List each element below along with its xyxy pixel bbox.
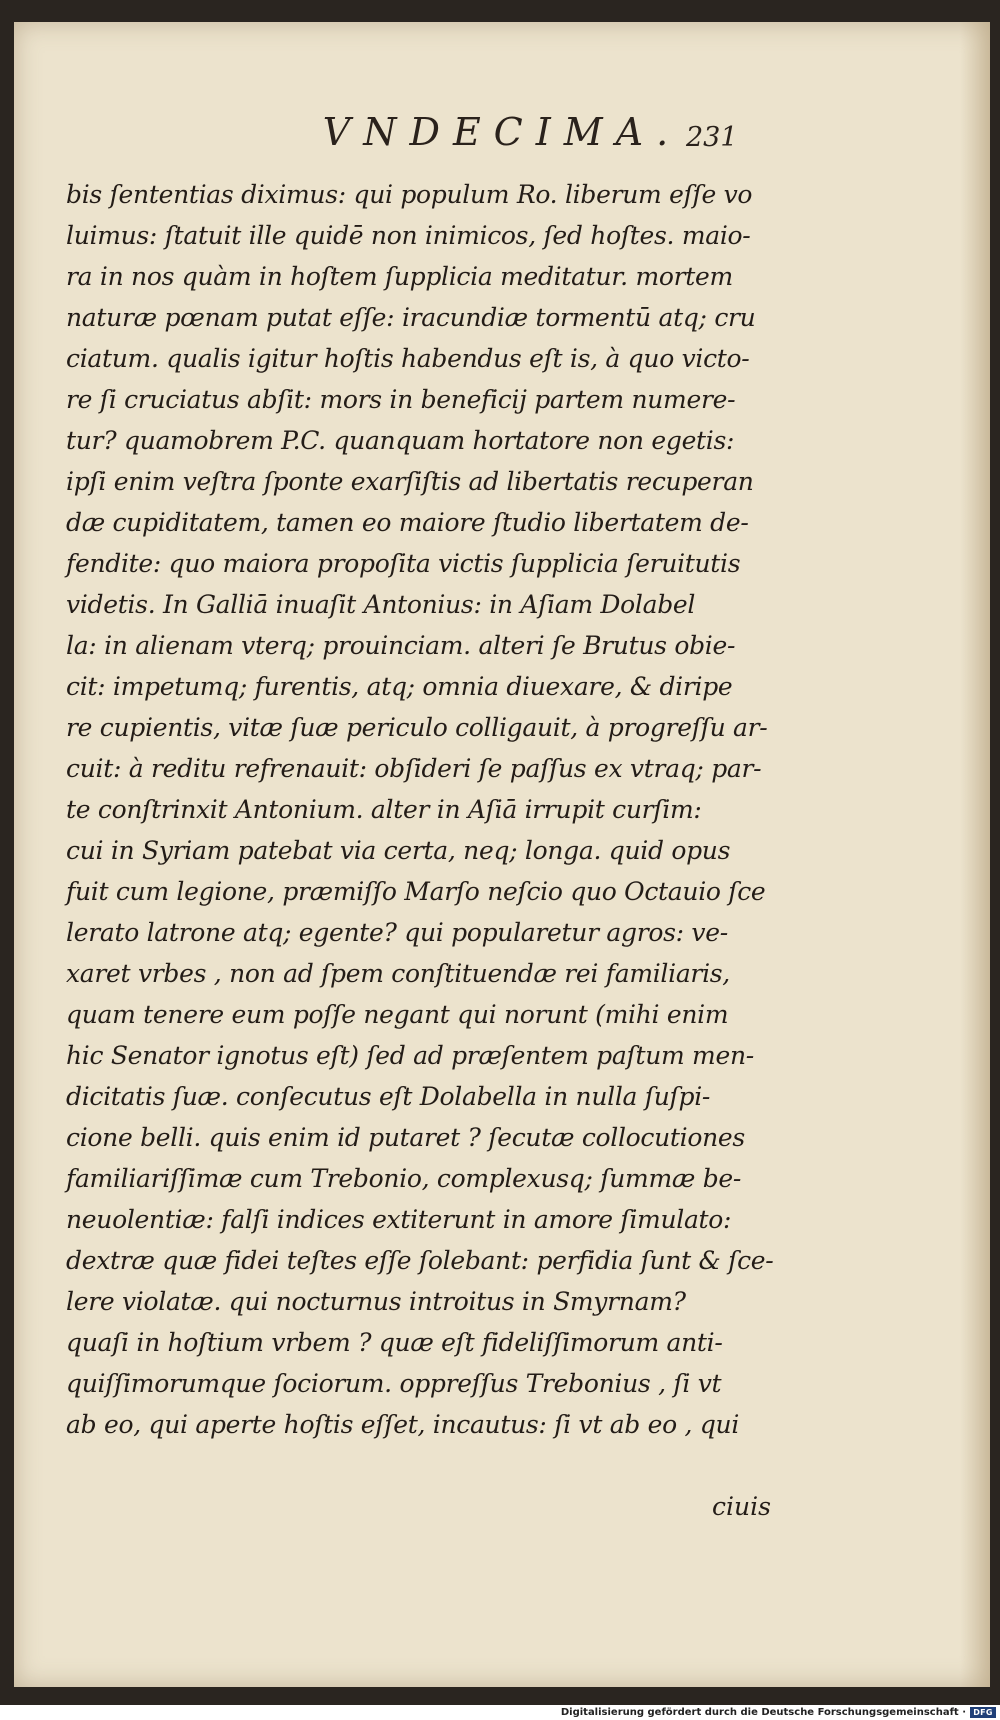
text-line: dæ cupiditatem, tamen eo maiore ſtudio libertatem de-: [66, 508, 749, 537]
catchword: ciuis: [712, 1492, 771, 1521]
text-line: cione belli. quis enim id putaret ? ſecutæ collocutiones: [66, 1123, 745, 1152]
book-page: [14, 22, 990, 1687]
text-line: lere violatæ. qui nocturnus introitus in Smyrnam?: [66, 1287, 686, 1316]
text-line: ra in nos quàm in hoſtem ſupplicia meditatur. mortem: [66, 262, 733, 291]
funding-credit: Digitalisierung gefördert durch die Deutsche Forschungsgemeinschaft ·: [560, 1707, 966, 1718]
text-line: ab eo, qui aperte hoſtis eſſet, incautus: ſi vt ab eo , qui: [66, 1410, 740, 1439]
text-line: fuit cum legione, præmiſſo Marſo neſcio quo Octauio ſce: [66, 877, 766, 906]
text-line: cui in Syriam patebat via certa, neq; longa. quid opus: [66, 836, 731, 865]
running-title: VNDECIMA.: [322, 110, 682, 154]
text-line: neuolentiæ: falſi indices extiterunt in amore ſimulato:: [66, 1205, 732, 1234]
text-line: ciatum. qualis igitur hoſtis habendus eſt is, à quo victo-: [66, 344, 750, 373]
text-line: ipſi enim veſtra ſponte exarſiſtis ad libertatis recuperan: [66, 467, 754, 496]
text-line: fendite: quo maiora propoſita victis ſupplicia ſeruitutis: [66, 549, 741, 578]
text-line: lerato latrone atq; egente? qui popularetur agros: ve-: [66, 918, 728, 947]
digitization-footer: [0, 1705, 1000, 1720]
body-text: [66, 174, 796, 1445]
dfg-logo-icon: DFG: [970, 1707, 996, 1718]
text-line: familiariſſimæ cum Trebonio, complexusq; ſummæ be-: [66, 1164, 742, 1193]
text-line: naturæ pœnam putat eſſe: iracundiæ tormentū atq; cru: [66, 303, 756, 332]
text-line: hic Senator ignotus eſt) ſed ad præſentem paſtum men-: [66, 1041, 754, 1070]
text-line: te conſtrinxit Antonium. alter in Aſiā irrupit curſim:: [66, 795, 702, 824]
text-line: bis ſententias diximus: qui populum Ro. liberum eſſe vo: [66, 180, 753, 209]
text-line: la: in alienam vterq; prouinciam. alteri ſe Brutus obie-: [66, 631, 736, 660]
text-line: dextræ quæ fidei teſtes eſſe ſolebant: perfidia ſunt & ſce-: [66, 1246, 774, 1275]
text-line: luimus: ſtatuit ille quidē non inimicos, ſed hoſtes. maio-: [66, 221, 751, 250]
text-line: quaſi in hoſtium vrbem ? quæ eſt fideliſſimorum anti-: [66, 1328, 723, 1357]
text-line: xaret vrbes , non ad ſpem conſtituendæ rei familiaris,: [66, 959, 730, 988]
text-line: re ſi cruciatus abſit: mors in beneficij partem numere-: [66, 385, 736, 414]
text-line: quiſſimorumque ſociorum. oppreſſus Trebonius , ſi vt: [66, 1369, 722, 1398]
text-line: cit: impetumq; furentis, atq; omnia diuexare, & diripe: [66, 672, 733, 701]
page-number: 231: [686, 122, 738, 153]
text-line: videtis. In Galliā inuaſit Antonius: in Aſiam Dolabel: [66, 590, 696, 619]
text-line: quam tenere eum poſſe negant qui norunt (mihi enim: [66, 1000, 729, 1029]
text-line: re cupientis, vitæ ſuæ periculo colligauit, à progreſſu ar-: [66, 713, 768, 742]
text-line: dicitatis ſuæ. conſecutus eſt Dolabella in nulla ſuſpi-: [66, 1082, 711, 1111]
text-line: tur? quamobrem P.C. quanquam hortatore non egetis:: [66, 426, 735, 455]
text-line: cuit: à reditu refrenauit: obſideri ſe paſſus ex vtraq; par-: [66, 754, 762, 783]
